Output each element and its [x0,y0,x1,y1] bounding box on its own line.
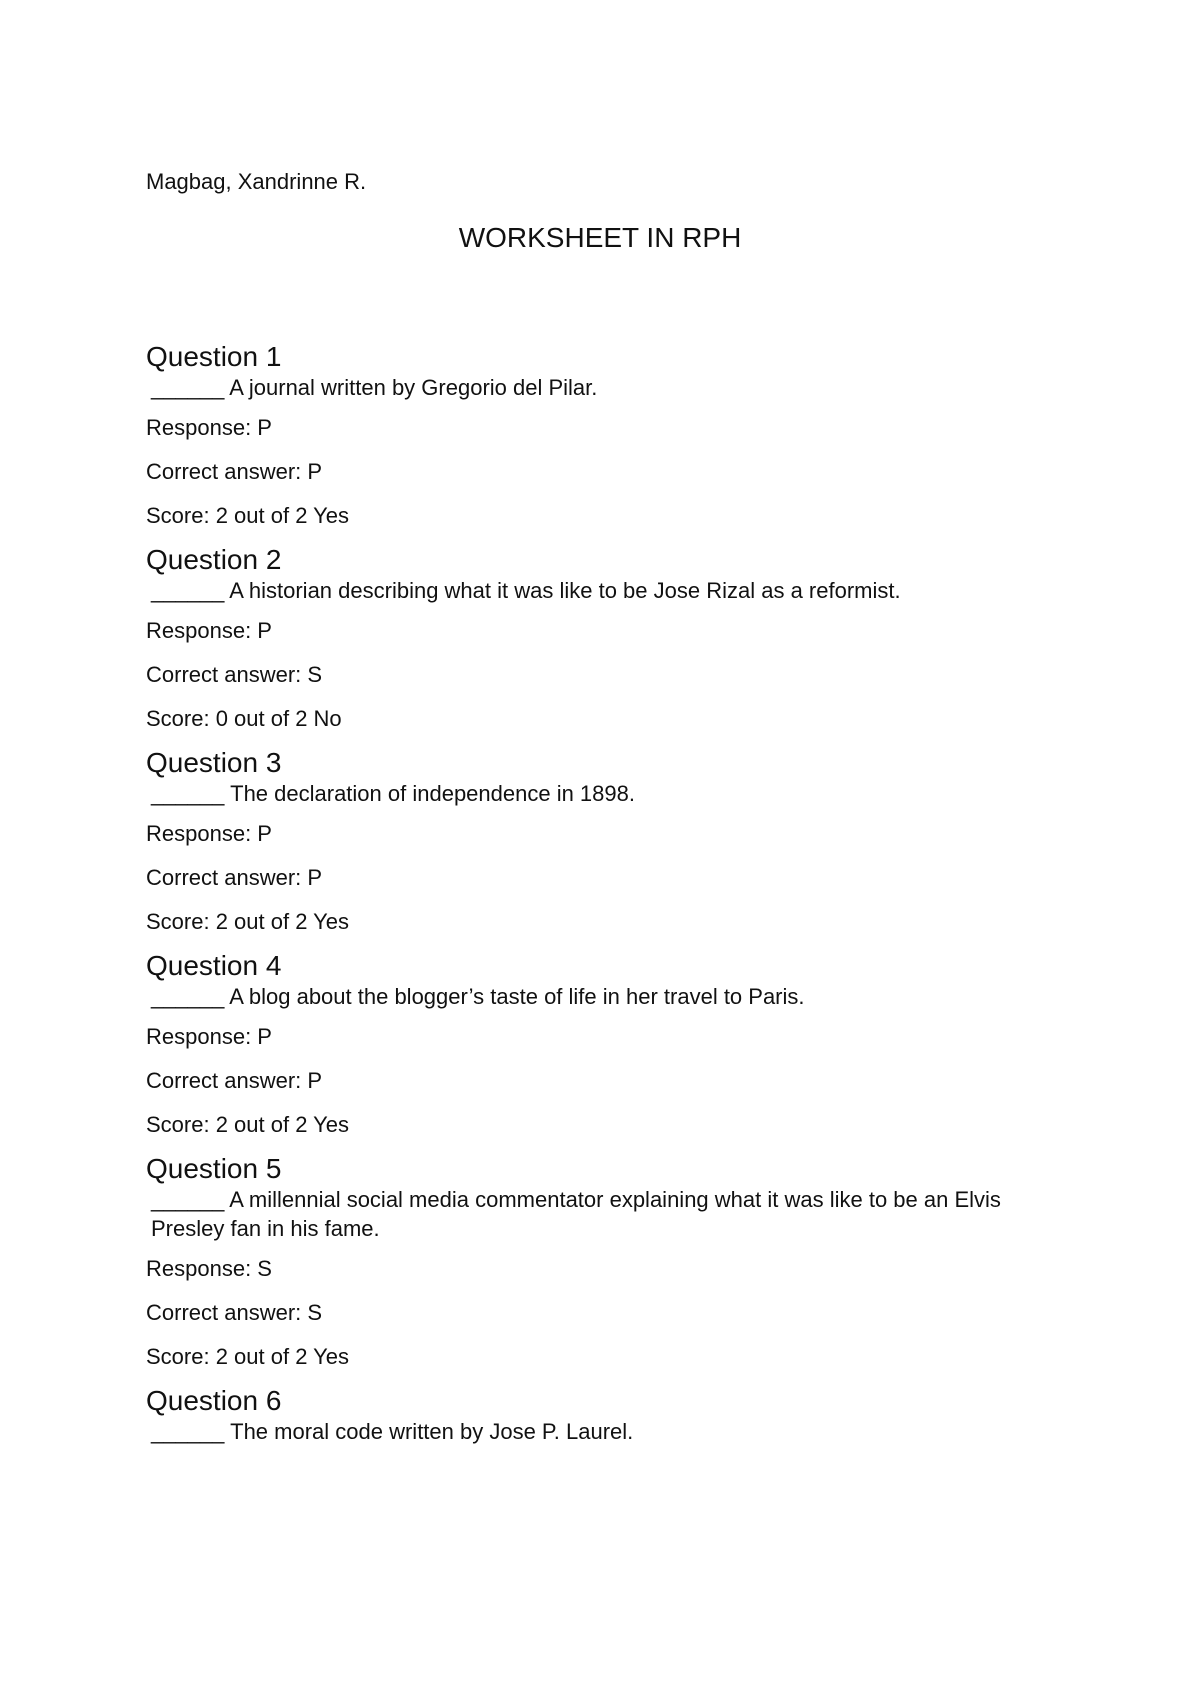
question-heading: Question 2 [146,544,282,575]
score-line: Score: 2 out of 2 Yes [146,1112,350,1137]
correct-answer-line: Correct answer: S [146,662,323,687]
question-heading: Question 4 [146,950,282,981]
question-1 [146,340,1046,529]
question-prompt: ______ A blog about the blogger’s taste of life in her travel to Paris. [151,984,805,1009]
question-3 [146,746,1046,935]
question-prompt: ______ The declaration of independence in 1898. [151,781,635,806]
page-title: WORKSHEET IN RPH [458,222,742,253]
correct-answer-line: Correct answer: P [146,1068,323,1093]
correct-answer-line: Correct answer: P [146,865,323,890]
question-prompt: ______ A millennial social media commentator explaining what it was like to be an Elvis Presley fan in his fame. [151,1187,1001,1241]
question-heading: Question 5 [146,1153,282,1184]
score-line: Score: 2 out of 2 Yes [146,503,350,528]
question-5 [146,1152,1046,1370]
correct-answer-line: Correct answer: S [146,1300,323,1325]
author-name: Magbag, Xandrinne R. [146,169,367,194]
score-line: Score: 2 out of 2 Yes [146,909,350,934]
question-2 [146,543,1046,732]
response-line: Response: S [146,1256,272,1281]
question-prompt: ______ A historian describing what it was like to be Jose Rizal as a reformist. [151,578,901,603]
question-prompt: ______ A journal written by Gregorio del Pilar. [151,375,598,400]
response-line: Response: P [146,618,272,643]
question-heading: Question 6 [146,1385,282,1416]
question-list [146,340,1046,1460]
score-line: Score: 0 out of 2 No [146,706,342,731]
response-line: Response: P [146,415,272,440]
correct-answer-line: Correct answer: P [146,459,323,484]
question-heading: Question 1 [146,341,282,372]
score-line: Score: 2 out of 2 Yes [146,1344,350,1369]
question-6 [146,1384,1046,1446]
response-line: Response: P [146,1024,272,1049]
question-4 [146,949,1046,1138]
response-line: Response: P [146,821,272,846]
question-heading: Question 3 [146,747,282,778]
question-prompt: ______ The moral code written by Jose P. Laurel. [151,1419,634,1444]
